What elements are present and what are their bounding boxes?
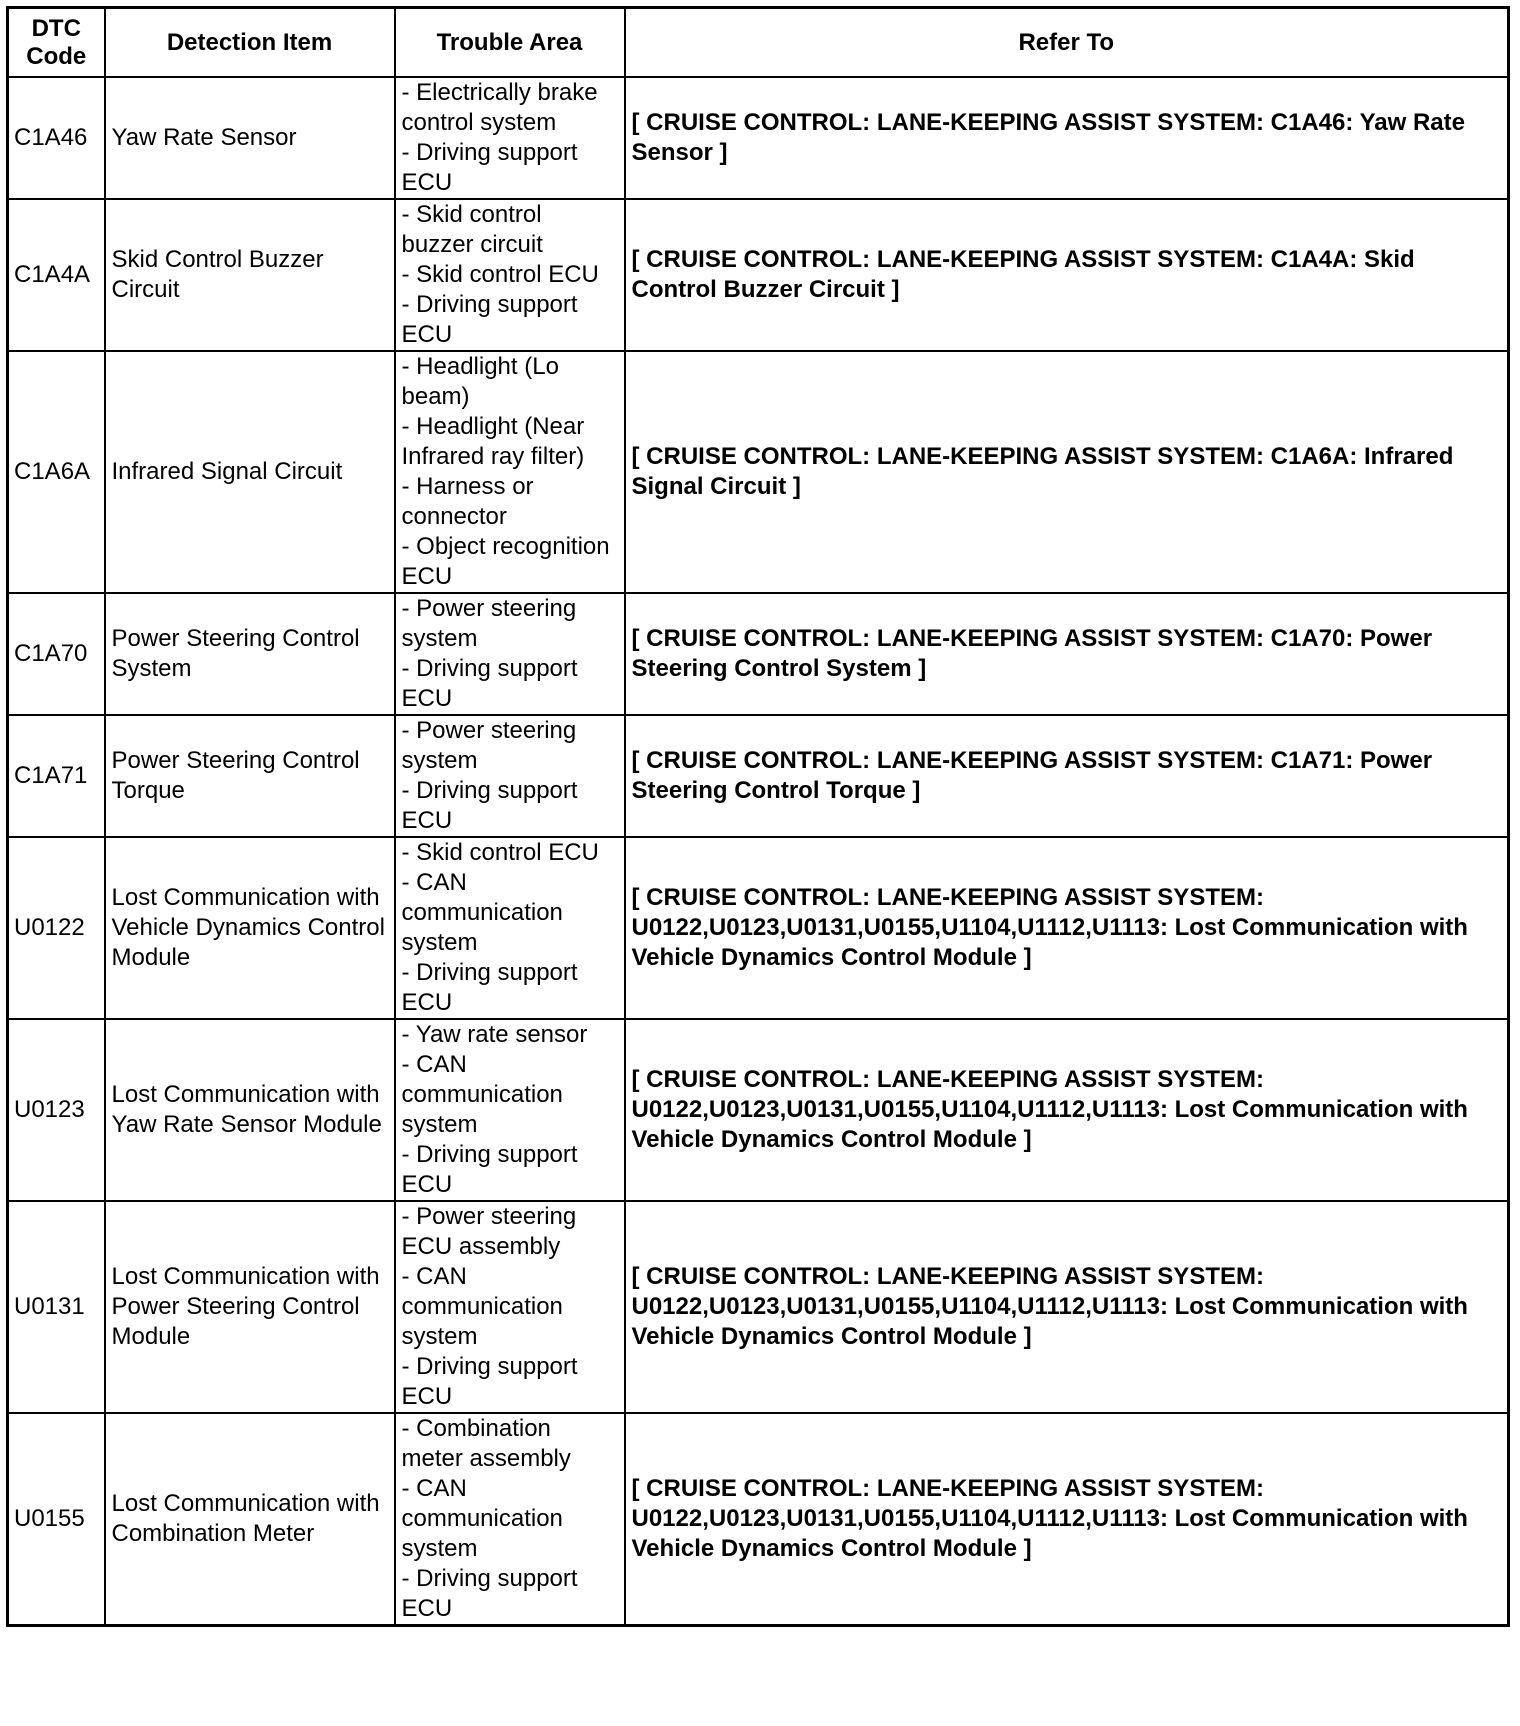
refer-to-link[interactable]: [ CRUISE CONTROL: LANE-KEEPING ASSIST SYSTEM: U0122,U0123,U0131,U0155,U1104,U1112,U1113: Lost Communication with Vehicle Dynamics Control Module ] xyxy=(625,1413,1509,1626)
trouble-area-cell xyxy=(395,1019,625,1201)
table-row xyxy=(8,837,1509,1019)
detection-item-cell: Lost Communication with Combination Meter xyxy=(105,1413,395,1626)
header-detection-item: Detection Item xyxy=(105,8,395,78)
trouble-area-cell xyxy=(395,593,625,715)
table-row xyxy=(8,715,1509,837)
table-row xyxy=(8,77,1509,199)
refer-to-link[interactable]: [ CRUISE CONTROL: LANE-KEEPING ASSIST SYSTEM: C1A70: Power Steering Control System ] xyxy=(625,593,1509,715)
trouble-area-line: - CAN communication system xyxy=(401,1475,563,1562)
trouble-area-line: - Combination meter assembly xyxy=(401,1415,571,1472)
table-row xyxy=(8,1201,1509,1413)
trouble-area-cell xyxy=(395,1413,625,1626)
trouble-area-line: - CAN communication system xyxy=(401,869,563,956)
trouble-area-cell xyxy=(395,837,625,1019)
trouble-area-cell xyxy=(395,1201,625,1413)
trouble-area-line: - CAN communication system xyxy=(401,1051,563,1138)
dtc-code-cell: U0123 xyxy=(8,1019,105,1201)
trouble-area-line: - Driving support ECU xyxy=(401,1141,578,1198)
header-refer-to: Refer To xyxy=(625,8,1509,78)
dtc-code-cell: C1A70 xyxy=(8,593,105,715)
trouble-area-line: - Driving support ECU xyxy=(401,777,578,834)
trouble-area-cell xyxy=(395,715,625,837)
trouble-area-cell xyxy=(395,199,625,351)
dtc-code-cell: U0122 xyxy=(8,837,105,1019)
detection-item-cell: Skid Control Buzzer Circuit xyxy=(105,199,395,351)
table-header xyxy=(8,8,1509,78)
table-row xyxy=(8,199,1509,351)
trouble-area-line: - Skid control ECU xyxy=(401,839,599,866)
trouble-area-line: - Driving support ECU xyxy=(401,959,578,1016)
dtc-code-cell: C1A46 xyxy=(8,77,105,199)
header-dtc-code-line-2: Code xyxy=(26,42,87,70)
table-row xyxy=(8,351,1509,593)
dtc-code-cell: U0131 xyxy=(8,1201,105,1413)
refer-to-link[interactable]: [ CRUISE CONTROL: LANE-KEEPING ASSIST SYSTEM: C1A4A: Skid Control Buzzer Circuit ] xyxy=(625,199,1509,351)
detection-item-cell: Infrared Signal Circuit xyxy=(105,351,395,593)
detection-item-cell: Lost Communication with Vehicle Dynamics Control Module xyxy=(105,837,395,1019)
trouble-area-line: - Power steering system xyxy=(401,595,577,652)
trouble-area-cell xyxy=(395,77,625,199)
trouble-area-line: - Headlight (Near Infrared ray filter) xyxy=(401,413,585,470)
trouble-area-cell xyxy=(395,351,625,593)
trouble-area-line: - Power steering ECU assembly xyxy=(401,1203,577,1260)
dtc-code-cell: C1A71 xyxy=(8,715,105,837)
trouble-area-line: - Yaw rate sensor xyxy=(401,1021,588,1048)
trouble-area-line: - Skid control ECU xyxy=(401,261,599,288)
dtc-code-cell: C1A4A xyxy=(8,199,105,351)
refer-to-link[interactable]: [ CRUISE CONTROL: LANE-KEEPING ASSIST SYSTEM: C1A46: Yaw Rate Sensor ] xyxy=(625,77,1509,199)
trouble-area-line: - Driving support ECU xyxy=(401,1565,578,1622)
trouble-area-line: - CAN communication system xyxy=(401,1263,563,1350)
detection-item-cell: Lost Communication with Power Steering Control Module xyxy=(105,1201,395,1413)
header-trouble-area: Trouble Area xyxy=(395,8,625,78)
header-dtc-code-line-1: DTC xyxy=(31,14,81,42)
detection-item-cell: Yaw Rate Sensor xyxy=(105,77,395,199)
trouble-area-line: - Electrically brake control system xyxy=(401,79,598,136)
refer-to-link[interactable]: [ CRUISE CONTROL: LANE-KEEPING ASSIST SYSTEM: C1A71: Power Steering Control Torque ] xyxy=(625,715,1509,837)
trouble-area-line: - Driving support ECU xyxy=(401,1353,578,1410)
header-row xyxy=(8,8,1509,78)
table-row xyxy=(8,1019,1509,1201)
refer-to-link[interactable]: [ CRUISE CONTROL: LANE-KEEPING ASSIST SYSTEM: C1A6A: Infrared Signal Circuit ] xyxy=(625,351,1509,593)
dtc-code-cell: U0155 xyxy=(8,1413,105,1626)
trouble-area-line: - Object recognition ECU xyxy=(401,533,610,590)
table-body xyxy=(8,77,1509,1626)
table-row xyxy=(8,1413,1509,1626)
trouble-area-line: - Harness or connector xyxy=(401,473,534,530)
refer-to-link[interactable]: [ CRUISE CONTROL: LANE-KEEPING ASSIST SYSTEM: U0122,U0123,U0131,U0155,U1104,U1112,U1113: Lost Communication with Vehicle Dynamics Control Module ] xyxy=(625,1019,1509,1201)
refer-to-link[interactable]: [ CRUISE CONTROL: LANE-KEEPING ASSIST SYSTEM: U0122,U0123,U0131,U0155,U1104,U1112,U1113: Lost Communication with Vehicle Dynamics Control Module ] xyxy=(625,837,1509,1019)
header-dtc-code xyxy=(8,8,105,78)
detection-item-cell: Power Steering Control System xyxy=(105,593,395,715)
refer-to-link[interactable]: [ CRUISE CONTROL: LANE-KEEPING ASSIST SYSTEM: U0122,U0123,U0131,U0155,U1104,U1112,U1113: Lost Communication with Vehicle Dynamics Control Module ] xyxy=(625,1201,1509,1413)
dtc-code-cell: C1A6A xyxy=(8,351,105,593)
trouble-area-line: - Skid control buzzer circuit xyxy=(401,201,543,258)
detection-item-cell: Power Steering Control Torque xyxy=(105,715,395,837)
trouble-area-line: - Headlight (Lo beam) xyxy=(401,353,559,410)
trouble-area-line: - Driving support ECU xyxy=(401,139,578,196)
detection-item-cell: Lost Communication with Yaw Rate Sensor Module xyxy=(105,1019,395,1201)
table-row xyxy=(8,593,1509,715)
trouble-area-line: - Driving support ECU xyxy=(401,291,578,348)
dtc-table xyxy=(6,6,1510,1627)
trouble-area-line: - Power steering system xyxy=(401,717,577,774)
trouble-area-line: - Driving support ECU xyxy=(401,655,578,712)
